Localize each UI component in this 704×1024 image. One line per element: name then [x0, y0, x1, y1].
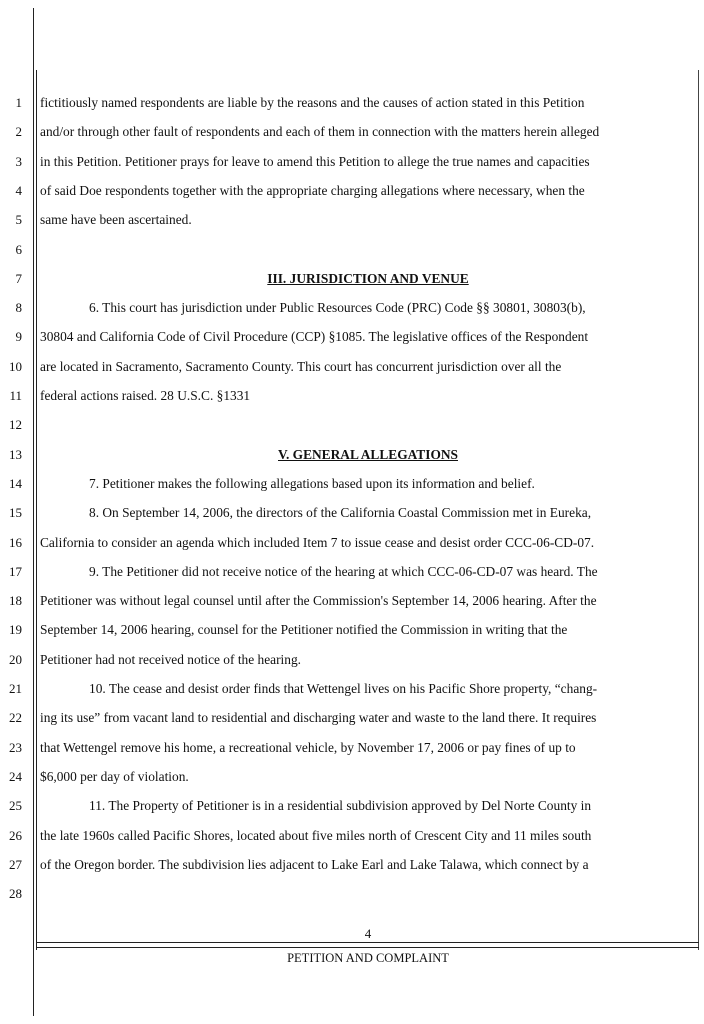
line-number: 25 [9, 798, 22, 814]
line-number: 12 [9, 417, 22, 433]
line-number: 21 [9, 681, 22, 696]
body-line: are located in Sacramento, Sacramento County. This court has concurrent jurisdiction over all the [40, 358, 562, 374]
body-line: federal actions raised. 28 U.S.C. §1331 [40, 388, 251, 403]
footer-title: PETITION AND COMPLAINT [287, 951, 449, 965]
line-number: 1 [15, 95, 22, 110]
left-margin-rule-outer [33, 8, 34, 1016]
page-number: 4 [364, 926, 372, 941]
right-margin-rule [698, 70, 699, 950]
line-number: 3 [15, 153, 22, 169]
line-number: 6 [15, 241, 22, 257]
line-number: 13 [9, 446, 22, 462]
line-number: 2 [15, 124, 22, 140]
line-number: 28 [9, 886, 22, 902]
line-number: 15 [9, 505, 22, 521]
footer-rule-top [37, 942, 699, 943]
body-line: 6. This court has jurisdiction under Public Resources Code (PRC) Code §§ 30801, 30803(b), [89, 300, 586, 316]
body-line: Petitioner had not received notice of the hearing. [40, 651, 302, 667]
body-line: ing its use” from vacant land to residential and discharging water and waste to the land there. It requires [40, 710, 597, 726]
body-line: 8. On September 14, 2006, the directors of the California Coastal Commission met in Eureka, [89, 505, 592, 521]
body-line: California to consider an agenda which included Item 7 to issue cease and desist order CCC-06-CD-07. [40, 534, 595, 550]
line-number: 9 [15, 329, 22, 345]
line-number: 26 [9, 827, 22, 843]
line-number: 17 [9, 563, 22, 579]
body-line: the late 1960s called Pacific Shores, located about five miles north of Crescent City and 11 miles south [40, 827, 592, 843]
body-line: same have been ascertained. [40, 212, 192, 228]
footer-rule-bottom [37, 947, 699, 948]
line-number: 23 [9, 739, 22, 755]
line-number: 20 [9, 651, 22, 667]
line-number: 22 [9, 710, 22, 726]
body-line: 11. The Property of Petitioner is in a residential subdivision approved by Del Norte County in [89, 798, 592, 814]
line-number: 27 [9, 856, 22, 872]
body-line: of said Doe respondents together with the appropriate charging allegations where necessary, when the [40, 182, 585, 198]
line-number: 19 [9, 622, 22, 638]
body-line: 30804 and California Code of Civil Procedure (CCP) §1085. The legislative offices of the Respondent [40, 329, 589, 345]
line-number: 18 [9, 593, 22, 609]
body-line: that Wettengel remove his home, a recreational vehicle, by November 17, 2006 or pay fines of up to [40, 739, 576, 755]
body-line: of the Oregon border. The subdivision lies adjacent to Lake Earl and Lake Talawa, which connect by a [40, 856, 589, 872]
line-number: 11 [9, 388, 22, 403]
body-line: and/or through other fault of respondents and each of them in connection with the matters herein alleged [40, 124, 600, 140]
body-line: fictitiously named respondents are liable by the reasons and the causes of action stated in this Petition [40, 95, 585, 110]
body-line: Petitioner was without legal counsel until after the Commission's September 14, 2006 hearing. After the [40, 593, 597, 609]
body-line: 7. Petitioner makes the following allegations based upon its information and belief. [89, 475, 535, 491]
line-number: 4 [15, 182, 22, 198]
section-heading: III. JURISDICTION AND VENUE [267, 270, 469, 286]
left-margin-rule-inner [36, 70, 37, 950]
line-number: 10 [9, 358, 22, 374]
body-line: 10. The cease and desist order finds that Wettengel lives on his Pacific Shore property, “chang- [89, 681, 598, 696]
line-number: 5 [15, 212, 22, 228]
line-number: 24 [9, 768, 22, 784]
body-line: 9. The Petitioner did not receive notice of the hearing at which CCC-06-CD-07 was heard. The [89, 563, 598, 579]
section-heading: V. GENERAL ALLEGATIONS [278, 446, 458, 462]
body-line: in this Petition. Petitioner prays for leave to amend this Petition to allege the true names and capacities [40, 153, 590, 169]
line-number: 8 [15, 300, 22, 316]
line-number: 14 [9, 475, 22, 491]
line-number: 7 [15, 270, 22, 286]
body-line: $6,000 per day of violation. [40, 768, 189, 784]
line-number: 16 [9, 534, 22, 550]
body-line: September 14, 2006 hearing, counsel for the Petitioner notified the Commission in writing that the [40, 622, 568, 638]
